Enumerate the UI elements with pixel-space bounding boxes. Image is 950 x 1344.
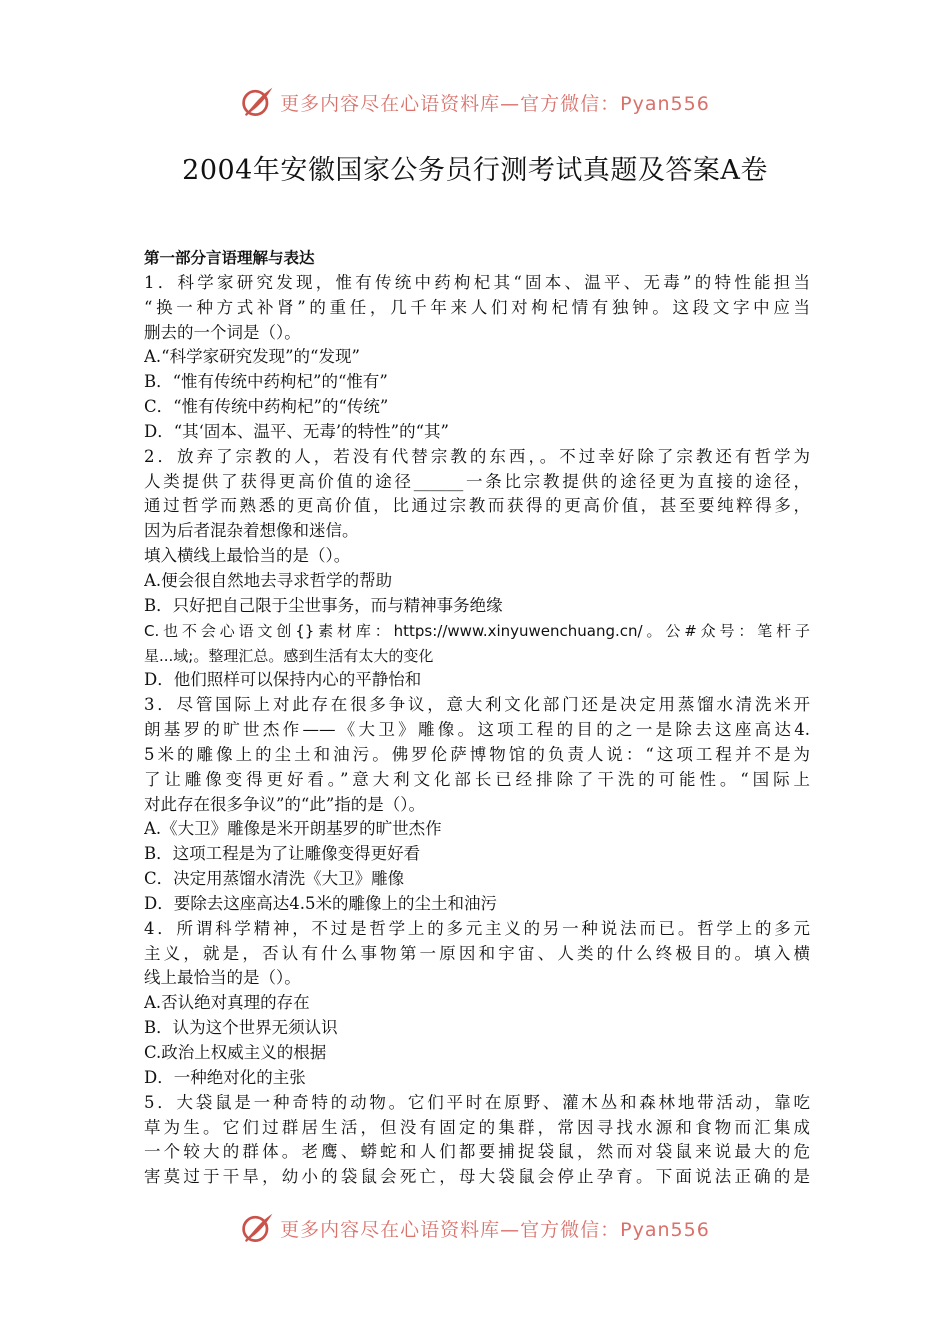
option-line: B．这项工程是为了让雕像变得更好看 <box>144 844 421 864</box>
option-line: C.政治上权威主义的根据 <box>144 1043 327 1062</box>
text-line: “换一种方式补肾”的重任，几千年来人们对枸杞情有独钟。这段文字中应当 <box>144 297 810 317</box>
text-line: 删去的一个词是（）。 <box>144 322 301 342</box>
text-line: 5．大袋鼠是一种奇特的动物。它们平时在原野、灌木丛和森林地带活动，靠吃 <box>144 1092 810 1112</box>
option-line: A.“科学家研究发现”的“发现” <box>144 347 360 367</box>
text-line: 通过哲学而熟悉的更高价值，比通过宗教而获得的更高价值，甚至要纯粹得多， <box>144 496 810 516</box>
text-line: 1．科学家研究发现，惟有传统中药枸杞其“固本、温平、无毒”的特性能担当 <box>144 272 810 292</box>
text-line: 了让雕像变得更好看。”意大利文化部长已经排除了干洗的可能性。“国际上 <box>144 769 810 789</box>
text-line: 5米的雕像上的尘土和油污。佛罗伦萨博物馆的负责人说：“这项工程并不是为 <box>144 744 810 764</box>
quill-circle-logo-icon <box>240 84 276 120</box>
text-line: 主义，就是，否认有什么事物第一原因和宇宙、人类的什么终极目的。填入横 <box>144 943 810 963</box>
text-line: 人类提供了获得更高价值的途径______一条比宗教提供的途径更为直接的途径， <box>144 471 810 491</box>
text-line: 2．放弃了宗教的人，若没有代替宗教的东西，。不过幸好除了宗教还有哲学为 <box>144 446 810 466</box>
text-line: 朗基罗的旷世杰作——《大卫》雕像。这项工程的目的之一是除去这座高达4. <box>144 720 810 740</box>
text-line: 因为后者混杂着想像和迷信。 <box>144 521 359 541</box>
option-line: D．要除去这座高达4.5米的雕像上的尘土和油污 <box>144 893 497 913</box>
text-line: 线上最恰当的是（）。 <box>144 968 301 988</box>
text-line: 一个较大的群体。老鹰、蟒蛇和人们都要捕捉袋鼠，然而对袋鼠来说最大的危 <box>144 1142 810 1162</box>
option-line: A.否认绝对真理的存在 <box>144 993 310 1013</box>
header-watermark-banner <box>0 80 950 124</box>
option-line: D．“其‘固本、温平、无毒’的特性”的“其” <box>144 421 449 441</box>
option-line: A.便会很自然地去寻求哲学的帮助 <box>144 570 393 590</box>
watermark-text: 更多内容尽在心语资料库—官方微信：Pyan556 <box>280 1218 710 1241</box>
watermark-text: 更多内容尽在心语资料库—官方微信：Pyan556 <box>280 92 710 115</box>
section-heading: 第一部分言语理解与表达 <box>144 249 315 267</box>
option-line-watermark-continued: 星...域;。整理汇总。感到生活有太大的变化 <box>144 646 434 665</box>
option-line: A.《大卫》雕像是米开朗基罗的旷世杰作 <box>144 819 442 839</box>
document-title: 2004年安徽国家公务员行测考试真题及答案A卷 <box>182 155 768 186</box>
option-line: D．他们照样可以保持内心的平静怡和 <box>144 670 422 690</box>
text-line: 草为生。它们过群居生活，但没有固定的集群，常因寻找水源和食物而汇集成 <box>144 1117 810 1137</box>
option-line: C．决定用蒸馏水清洗《大卫》雕像 <box>144 869 405 889</box>
option-line: D．一种绝对化的主张 <box>144 1067 306 1087</box>
option-line: B．只好把自己限于尘世事务，而与精神事务绝缘 <box>144 595 503 615</box>
option-line: B．认为这个世界无须认识 <box>144 1018 338 1038</box>
document-body <box>144 246 810 1190</box>
quill-circle-logo-icon <box>240 1210 276 1246</box>
option-line: B．“惟有传统中药枸杞”的“惟有” <box>144 372 388 392</box>
option-line-watermark: C.也不会心语文创{}素材库：https://www.xinyuwenchuang.cn/。公#众号：笔杆子 <box>144 621 810 640</box>
footer-watermark-banner <box>0 1206 950 1250</box>
text-line: 害莫过于干旱，幼小的袋鼠会死亡，母大袋鼠会停止孕育。下面说法正确的是 <box>144 1167 810 1187</box>
text-line: 对此存在很多争议”的“此”指的是（）。 <box>144 794 426 814</box>
text-line: 3．尽管国际上对此存在很多争议，意大利文化部门还是决定用蒸馏水清洗米开 <box>144 695 810 715</box>
option-line: C．“惟有传统中药枸杞”的“传统” <box>144 397 389 417</box>
text-line: 填入横线上最恰当的是（）。 <box>144 546 351 566</box>
text-line: 4．所谓科学精神，不过是哲学上的多元主义的另一种说法而已。哲学上的多元 <box>144 918 810 938</box>
